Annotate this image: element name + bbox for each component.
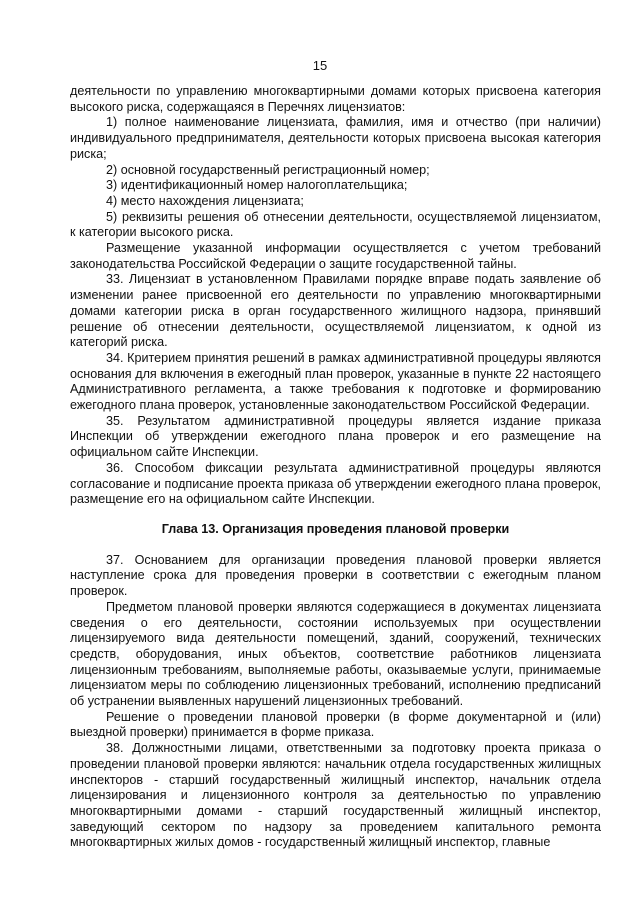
document-body (70, 84, 601, 851)
paragraph: Предметом плановой проверки являются содержащиеся в документах лицензиата сведения о его деятельности, состоянии используемых при осуществлении лицензируемого вида деятельности помещений, зданий, сооружений, технических средств, оборудования, иных объектов, соответствие работников лицензиата лицензионным требованиям, выполняемые работы, оказываемые услуги, принимаемые лицензиатом меры по соблюдению лицензионных требований, исполнению предписаний об устранении выявленных нарушений лицензионных требований. (70, 599, 601, 709)
paragraph: 4) место нахождения лицензиата; (106, 193, 304, 208)
paragraph: 5) реквизиты решения об отнесении деятельности, осуществляемой лицензиатом, к категории высокого риска. (70, 209, 601, 240)
paragraph: 38. Должностными лицами, ответственными за подготовку проекта приказа о проведении плановой проверки являются: начальник отдела государственных жилищных инспекторов - старший государственный жилищный инспектор, начальник отдела лицензирования и лицензионного контроля за деятельностью по управлению многоквартирными домами - старший государственный жилищный инспектор, заведующий сектором по надзору за проведением капитального ремонта многоквартирных жилых домов - государственный жилищный инспектор, главные (70, 741, 601, 850)
paragraph: деятельности по управлению многоквартирными домами которых присвоена категория высокого риска, содержащаяся в Перечнях лицензиатов: (70, 84, 601, 114)
paragraph: 3) идентификационный номер налогоплательщика; (106, 178, 408, 193)
paragraph: 1) полное наименование лицензиата, фамилия, имя и отчество (при наличии) индивидуального предпринимателя, деятельности которых присвоена высокая категория риска; (70, 115, 601, 161)
paragraph: Размещение указанной информации осуществляется с учетом требований законодательства Российской Федерации о защите государственной тайны. (70, 241, 601, 271)
page-number: 15 (312, 58, 328, 73)
paragraph: Решение о проведении плановой проверки (в форме документарной и (или) выездной проверки) принимается в форме приказа. (70, 709, 601, 740)
paragraph: 36. Способом фиксации результата административной процедуры являются согласование и подписание проекта приказа об утверждении ежегодного плана проверок, размещение его на официальном сайте Инспекции. (70, 460, 601, 507)
paragraph: 37. Основанием для организации проведения плановой проверки является наступление срока для проведения проверки в соответствии с ежегодным планом проверок. (70, 552, 601, 599)
paragraph: 34. Критерием принятия решений в рамках административной процедуры являются основания для включения в ежегодный план проверок, указанные в пункте 22 настоящего Административного регламента, а также требования к подготовке и формированию ежегодного плана проверок, установленные законодательством Российской Федерации. (70, 350, 601, 413)
chapter-heading: Глава 13. Организация проведения плановой проверки (161, 521, 510, 536)
paragraph: 35. Результатом административной процедуры является издание приказа Инспекции об утверждении ежегодного плана проверок и его размещение на официальном сайте Инспекции. (70, 413, 601, 460)
paragraph: 33. Лицензиат в установленном Правилами порядке вправе подать заявление об изменении ранее присвоенной его деятельности по управлению многоквартирными домами категории риска в орган государственного жилищного надзора, принявший решение об отнесении деятельности, осуществляемой лицензиатом, к одной из категорий риска. (70, 272, 601, 350)
paragraph: 2) основной государственный регистрационный номер; (106, 162, 430, 177)
